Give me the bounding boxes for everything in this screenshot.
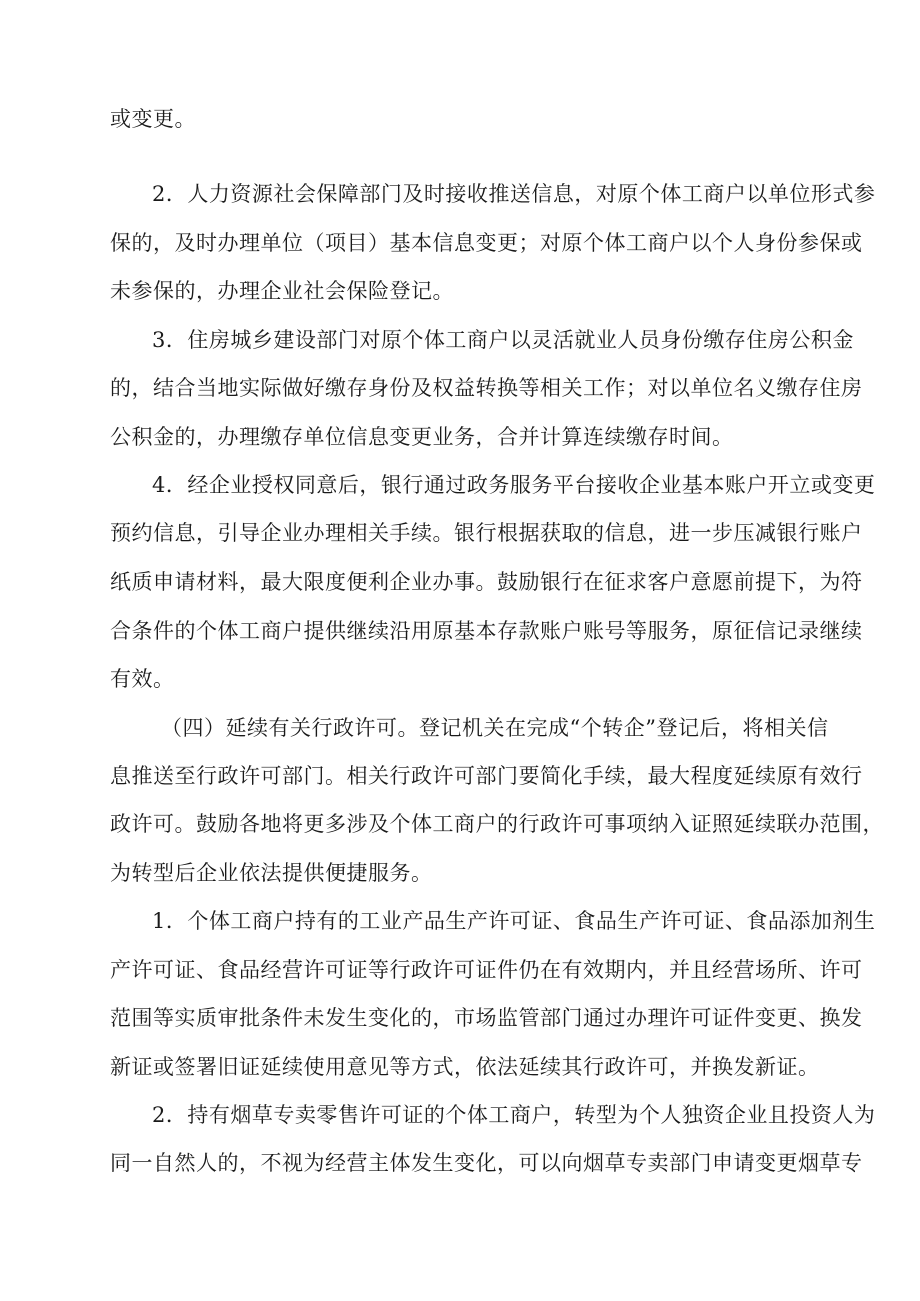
text-line: 保的，及时办理单位（项目）基本信息变更；对原个体工商户以个人身份参保或 — [110, 231, 863, 255]
text-line: 新证或签署旧证延续使用意见等方式，依法延续其行政许可，并换发新证。 — [110, 1055, 820, 1079]
text-line: 的，结合当地实际做好缴存身份及权益转换等相关工作；对以单位名义缴存住房 — [110, 376, 863, 400]
text-line: 预约信息，引导企业办理相关手续。银行根据获取的信息，进一步压减银行账户 — [110, 521, 863, 545]
text-line: 未参保的，办理企业社会保险登记。 — [110, 279, 454, 303]
paragraph-item-1-start: 1．个体工商户持有的工业产品生产许可证、食品生产许可证、食品添加剂生 — [152, 909, 876, 933]
text-line: 息推送至行政许可部门。相关行政许可部门要简化手续，最大程度延续原有效行 — [110, 764, 863, 788]
paragraph-3-start: 3．住房城乡建设部门对原个体工商户以灵活就业人员身份缴存住房公积金 — [152, 328, 854, 352]
text-line: 同一自然人的，不视为经营主体发生变化，可以向烟草专卖部门申请变更烟草专 — [110, 1151, 863, 1175]
text-line: 或变更。 — [110, 107, 196, 131]
text-line: 产许可证、食品经营许可证等行政许可证件仍在有效期内，并且经营场所、许可 — [110, 958, 863, 982]
paragraph-2-start: 2．人力资源社会保障部门及时接收推送信息，对原个体工商户以单位形式参 — [152, 182, 876, 206]
text-line: 合条件的个体工商户提供继续沿用原基本存款账户账号等服务，原征信记录继续 — [110, 619, 863, 643]
paragraph-4-start: 4．经企业授权同意后，银行通过政务服务平台接收企业基本账户开立或变更 — [152, 473, 876, 497]
paragraph-item-2-start: 2．持有烟草专卖零售许可证的个体工商户，转型为个人独资企业且投资人为 — [152, 1103, 876, 1127]
text-line: 政许可。鼓励各地将更多涉及个体工商户的行政许可事项纳入证照延续联办范围， — [110, 812, 884, 836]
text-line: 纸质申请材料，最大限度便利企业办事。鼓励银行在征求客户意愿前提下，为符 — [110, 570, 863, 594]
text-line: 公积金的，办理缴存单位信息变更业务，合并计算连续缴存时间。 — [110, 425, 734, 449]
text-line: 有效。 — [110, 667, 175, 691]
section-heading-line: （四）延续有关行政许可。登记机关在完成“个转企”登记后，将相关信 — [161, 716, 829, 740]
text-line: 范围等实质审批条件未发生变化的，市场监管部门通过办理许可证件变更、换发 — [110, 1006, 863, 1030]
text-line: 为转型后企业依法提供便捷服务。 — [110, 861, 433, 885]
